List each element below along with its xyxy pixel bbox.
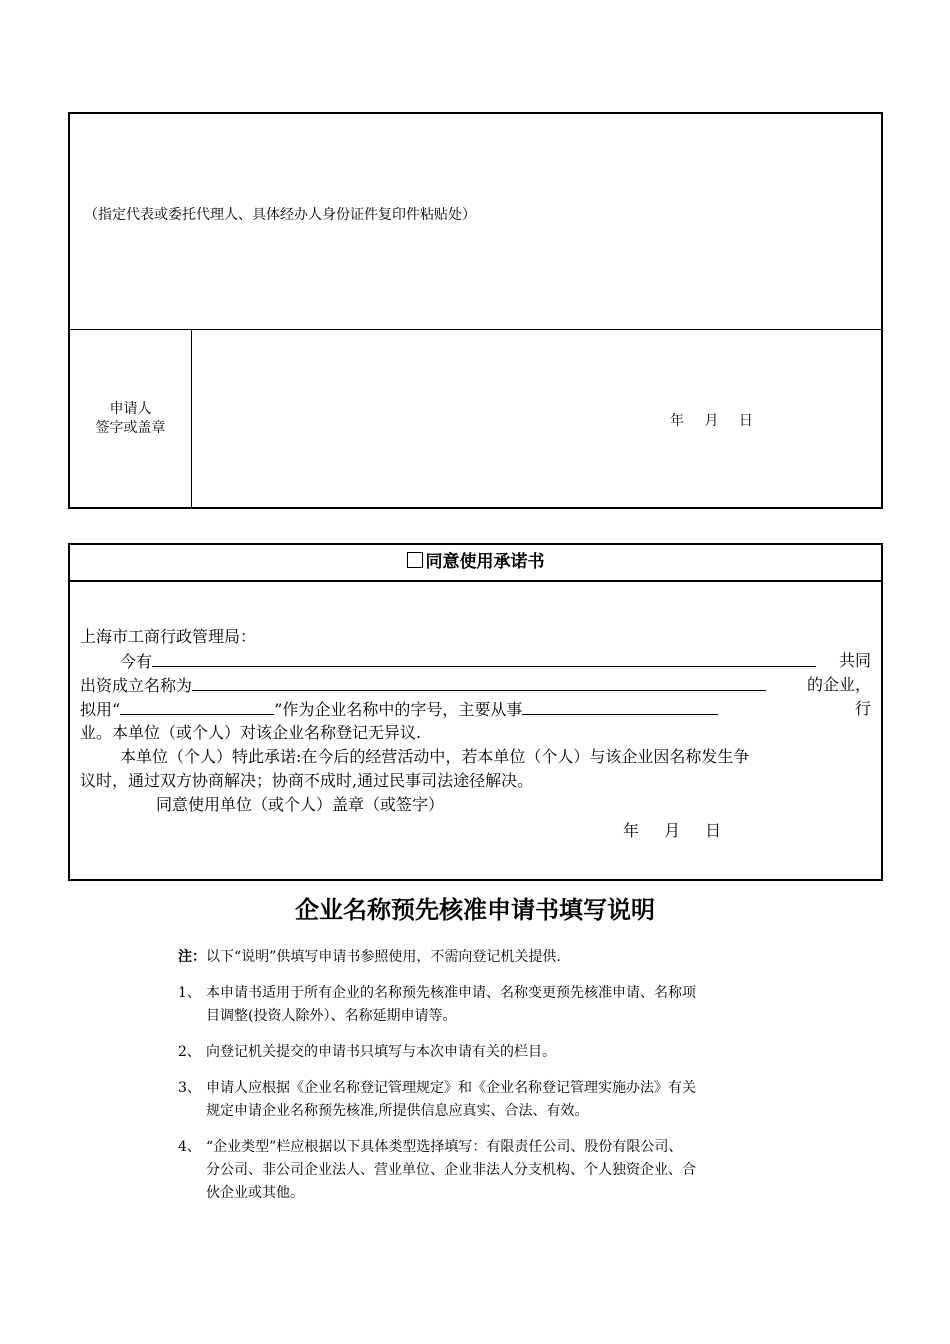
applicant-sign-label: 申请人 签字或盖章	[95, 401, 166, 436]
id-copy-caption: （指定代表或委托代理人、具体经办人身份证件复印件粘贴处）	[84, 207, 476, 223]
trade-name-blank[interactable]	[120, 697, 274, 715]
commitment-header	[70, 545, 881, 582]
addressee: 上海市工商行政管理局：	[80, 627, 257, 646]
commit-line: 今有 共同	[120, 651, 871, 671]
consent-checkbox[interactable]	[407, 552, 423, 568]
note-line: 注：以下“说明”供填写申请书参照使用，不需向登记机关提供.	[178, 949, 561, 965]
guide-title: 企业名称预先核准申请书填写说明	[295, 896, 655, 924]
party-blank[interactable]	[152, 649, 816, 667]
guide-item: 1、 本申请书适用于所有企业的名称预先核准申请、名称变更预先核准申请、名称项 目调整(投资人除外）、名称延期申请等。	[178, 985, 696, 1024]
commit-line: 议时，通过双方协商解决；协商不成时,通过民事司法途径解决。	[80, 771, 534, 790]
guide-item: 2、 向登记机关提交的申请书只填写与本次申请有关的栏目。	[178, 1044, 556, 1060]
commit-line: 拟用“ ”作为企业名称中的字号，主要从事 行	[80, 699, 871, 719]
commitment-date: 年 月 日	[623, 821, 722, 840]
industry-blank[interactable]	[522, 697, 718, 715]
commit-line: 本单位（个人）特此承诺:在今后的经营活动中，若本单位（个人）与该企业因名称发生争	[120, 747, 750, 766]
guide-item: 3、 申请人应根据《企业名称登记管理规定》和《企业名称登记管理实施办法》有关 规定申请企业名称预先核准,所提供信息应真实、合法、有效。	[178, 1080, 696, 1119]
guide-notes	[178, 946, 818, 1218]
note-label: 注：	[178, 949, 206, 965]
company-name-blank[interactable]	[192, 673, 766, 691]
commit-line: 业。本单位（或个人）对该企业名称登记无异议.	[80, 723, 422, 742]
commit-line: 出资成立名称为 的企业，	[80, 675, 871, 695]
commitment-box	[68, 543, 883, 881]
guide-item: 4、 “企业类型”栏应根据以下具体类型选择填写：有限责任公司、股份有限公司、 分公司、非公司企业法人、营业单位、企业非法人分支机构、个人独资企业、合 伙企业或其他。	[178, 1139, 696, 1201]
applicant-sign-date: 年 月 日	[670, 413, 753, 429]
commitment-body	[80, 625, 871, 843]
id-copy-box	[68, 112, 883, 509]
consent-signature-label: 同意使用单位（或个人）盖章（或签字）	[156, 795, 445, 814]
commitment-title: 同意使用承诺书	[425, 552, 545, 572]
divider	[191, 329, 192, 507]
